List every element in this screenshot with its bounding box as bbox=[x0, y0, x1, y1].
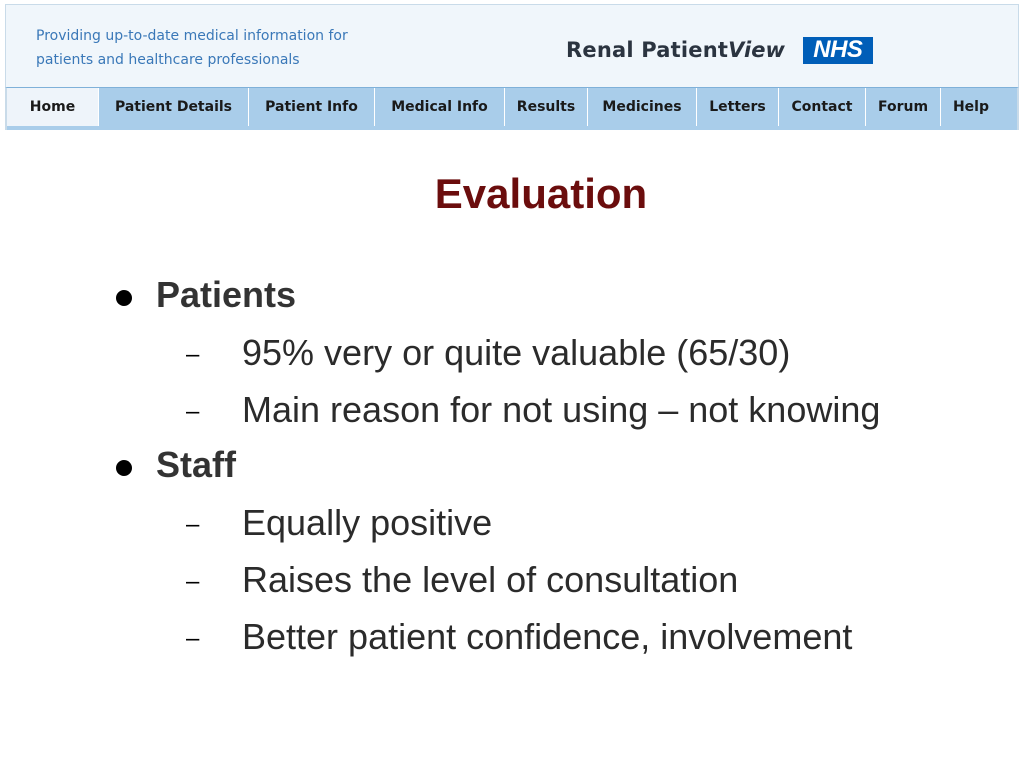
staff-item-3: Better patient confidence, involvement bbox=[242, 616, 853, 657]
tab-forum[interactable]: Forum bbox=[866, 88, 941, 126]
sub-bullet-dash: – bbox=[186, 341, 200, 368]
nhs-logo-text: NHS bbox=[813, 36, 863, 63]
section-heading-staff: Staff bbox=[156, 444, 236, 485]
patients-item-2: Main reason for not using – not knowing bbox=[242, 389, 881, 430]
tagline-line-1: Providing up-to-date medical information for bbox=[36, 28, 348, 44]
staff-item-2: Raises the level of consultation bbox=[242, 559, 739, 600]
tab-patient-info[interactable]: Patient Info bbox=[249, 88, 375, 126]
tab-patient-details[interactable]: Patient Details bbox=[99, 88, 249, 126]
sub-bullet-dash: – bbox=[186, 511, 200, 538]
tab-medical-info[interactable]: Medical Info bbox=[375, 88, 505, 126]
sub-bullet-dash: – bbox=[186, 398, 200, 425]
tab-medicines[interactable]: Medicines bbox=[588, 88, 697, 126]
section-heading-patients: Patients bbox=[156, 274, 297, 315]
slide-title: Evaluation bbox=[434, 170, 648, 217]
brand-name: Renal Patient bbox=[566, 38, 729, 62]
site-header bbox=[5, 4, 1019, 87]
tagline bbox=[36, 24, 416, 72]
tab-contact[interactable]: Contact bbox=[779, 88, 866, 126]
tab-letters[interactable]: Letters bbox=[697, 88, 779, 126]
tab-results[interactable]: Results bbox=[505, 88, 588, 126]
brand bbox=[566, 35, 873, 65]
staff-item-1: Equally positive bbox=[242, 502, 493, 543]
sub-bullet-dash: – bbox=[186, 568, 200, 595]
main-nav bbox=[5, 87, 1019, 130]
nhs-logo bbox=[803, 37, 873, 64]
tagline-line-2: patients and healthcare professionals bbox=[36, 52, 300, 68]
tab-help[interactable]: Help bbox=[952, 99, 990, 115]
patients-item-1: 95% very or quite valuable (65/30) bbox=[242, 332, 791, 373]
sub-bullet-dash: – bbox=[186, 625, 200, 652]
bullet-dot bbox=[116, 460, 132, 476]
bullet-dot bbox=[116, 290, 132, 306]
tab-home[interactable]: Home bbox=[7, 88, 99, 126]
brand-name-italic: View bbox=[728, 38, 785, 62]
